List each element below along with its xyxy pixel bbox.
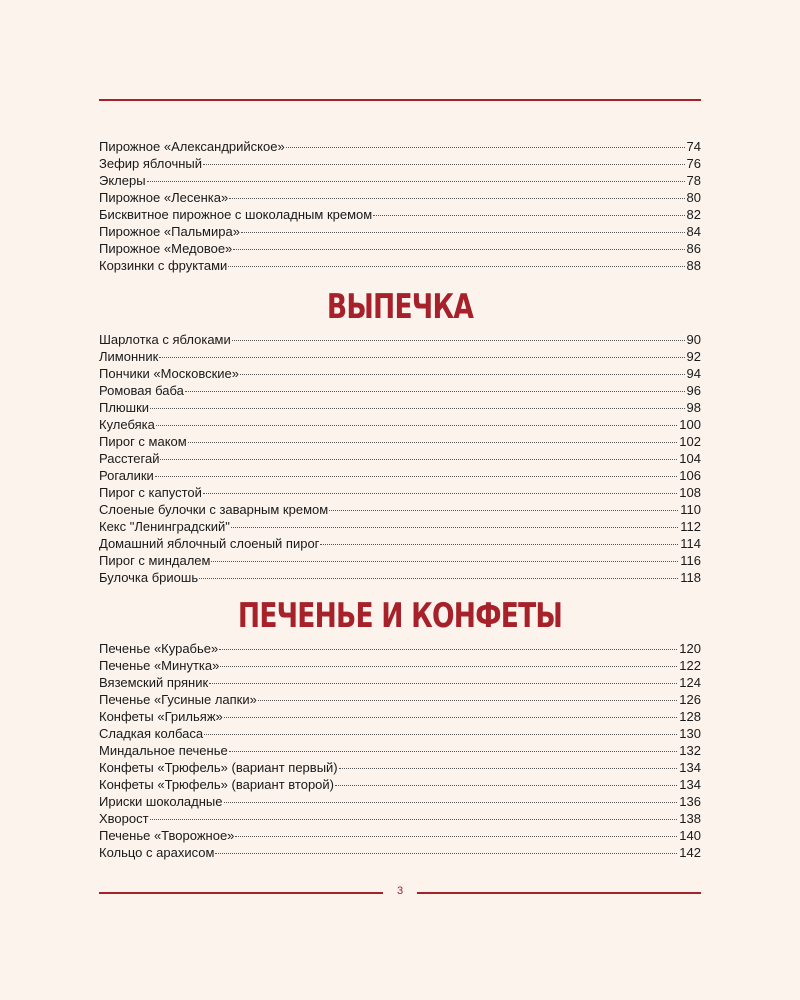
toc-entry-page: 134 bbox=[679, 777, 701, 792]
toc-entry-title: Хворост bbox=[99, 811, 149, 826]
toc-entry-page: 74 bbox=[686, 139, 701, 154]
toc-entry[interactable] bbox=[99, 433, 701, 450]
toc-entry-title: Плюшки bbox=[99, 400, 150, 415]
toc-list-cookies-candies bbox=[99, 640, 701, 861]
toc-entry-title: Печенье «Творожное» bbox=[99, 828, 235, 843]
section-heading-cookies-candies: ПЕЧЕНЬЕ И КОНФЕТЫ bbox=[237, 596, 563, 636]
toc-entry-title: Конфеты «Трюфель» (вариант второй) bbox=[99, 777, 334, 792]
toc-entry-page: 86 bbox=[686, 241, 701, 256]
dot-leader bbox=[233, 249, 684, 250]
toc-entry-page: 78 bbox=[686, 173, 701, 188]
toc-entry[interactable] bbox=[99, 535, 701, 552]
dot-leader bbox=[373, 215, 684, 216]
toc-entry-title: Ромовая баба bbox=[99, 383, 184, 398]
toc-entry-page: 98 bbox=[686, 400, 701, 415]
toc-entry-page: 114 bbox=[680, 536, 701, 551]
toc-entry-title: Бисквитное пирожное с шоколадным кремом bbox=[99, 207, 373, 222]
toc-entry-page: 142 bbox=[679, 845, 701, 860]
page-number: 3 bbox=[396, 885, 404, 897]
toc-entry-page: 120 bbox=[679, 641, 701, 656]
toc-entry[interactable] bbox=[99, 172, 701, 189]
toc-entry[interactable] bbox=[99, 552, 701, 569]
toc-entry-title: Домашний яблочный слоеный пирог bbox=[99, 536, 320, 551]
dot-leader bbox=[150, 819, 678, 820]
dot-leader bbox=[229, 751, 678, 752]
toc-entry-title: Вяземский пряник bbox=[99, 675, 209, 690]
toc-entry-page: 124 bbox=[679, 675, 701, 690]
section-heading-baking: ВЫПЕЧКА bbox=[326, 287, 474, 327]
dot-leader bbox=[215, 853, 677, 854]
toc-entry-page: 76 bbox=[686, 156, 701, 171]
toc-entry[interactable] bbox=[99, 674, 701, 691]
toc-entry-title: Кольцо с арахисом bbox=[99, 845, 215, 860]
dot-leader bbox=[224, 802, 678, 803]
toc-entry[interactable] bbox=[99, 725, 701, 742]
toc-entry[interactable] bbox=[99, 776, 701, 793]
toc-entry-title: Ириски шоколадные bbox=[99, 794, 223, 809]
dot-leader bbox=[219, 649, 677, 650]
toc-entry-title: Слоеные булочки с заварным кремом bbox=[99, 502, 329, 517]
dot-leader bbox=[329, 510, 678, 511]
toc-entry[interactable] bbox=[99, 399, 701, 416]
toc-entry[interactable] bbox=[99, 844, 701, 861]
toc-entry-title: Пирожное «Александрийское» bbox=[99, 139, 285, 154]
toc-entry-title: Печенье «Минутка» bbox=[99, 658, 220, 673]
dot-leader bbox=[220, 666, 677, 667]
dot-leader bbox=[156, 425, 677, 426]
dot-leader bbox=[159, 357, 684, 358]
toc-entry[interactable] bbox=[99, 518, 701, 535]
toc-entry-title: Пончики «Московские» bbox=[99, 366, 240, 381]
toc-entry-page: 106 bbox=[679, 468, 701, 483]
toc-entry[interactable] bbox=[99, 759, 701, 776]
toc-entry-page: 110 bbox=[680, 502, 701, 517]
toc-entry[interactable] bbox=[99, 640, 701, 657]
toc-entry-title: Печенье «Курабье» bbox=[99, 641, 219, 656]
toc-entry[interactable] bbox=[99, 742, 701, 759]
dot-leader bbox=[229, 198, 684, 199]
dot-leader bbox=[335, 785, 677, 786]
dot-leader bbox=[185, 391, 685, 392]
toc-entry[interactable] bbox=[99, 810, 701, 827]
dot-leader bbox=[211, 561, 678, 562]
toc-entry-title: Пирог с маком bbox=[99, 434, 187, 449]
toc-entry-page: 108 bbox=[679, 485, 701, 500]
toc-entry[interactable] bbox=[99, 793, 701, 810]
toc-entry[interactable] bbox=[99, 691, 701, 708]
toc-entry-page: 130 bbox=[679, 726, 701, 741]
toc-entry[interactable] bbox=[99, 450, 701, 467]
toc-entry-page: 84 bbox=[686, 224, 701, 239]
toc-entry[interactable] bbox=[99, 240, 701, 257]
dot-leader bbox=[209, 683, 677, 684]
toc-entry-title: Кулебяка bbox=[99, 417, 155, 432]
toc-entry-title: Эклеры bbox=[99, 173, 146, 188]
toc-entry-page: 136 bbox=[679, 794, 701, 809]
toc-entry[interactable] bbox=[99, 569, 701, 586]
dot-leader bbox=[203, 164, 685, 165]
toc-entry-page: 134 bbox=[679, 760, 701, 775]
toc-entry[interactable] bbox=[99, 348, 701, 365]
toc-entry-page: 80 bbox=[686, 190, 701, 205]
toc-entry-page: 116 bbox=[680, 553, 701, 568]
dot-leader bbox=[204, 734, 677, 735]
toc-entry-title: Расстегай bbox=[99, 451, 160, 466]
dot-leader bbox=[231, 527, 678, 528]
toc-entry-page: 82 bbox=[686, 207, 701, 222]
dot-leader bbox=[147, 181, 685, 182]
dot-leader bbox=[258, 700, 677, 701]
toc-entry[interactable] bbox=[99, 223, 701, 240]
toc-entry-title: Пирог с капустой bbox=[99, 485, 202, 500]
toc-entry-page: 140 bbox=[679, 828, 701, 843]
dot-leader bbox=[188, 442, 678, 443]
toc-list-baking bbox=[99, 331, 701, 586]
footer-divider-right bbox=[417, 892, 701, 894]
toc-entry-page: 94 bbox=[686, 366, 701, 381]
dot-leader bbox=[203, 493, 677, 494]
toc-entry-title: Пирожное «Лесенка» bbox=[99, 190, 229, 205]
toc-entry-page: 88 bbox=[686, 258, 701, 273]
toc-entry-title: Корзинки с фруктами bbox=[99, 258, 228, 273]
toc-entry-page: 118 bbox=[680, 570, 701, 585]
toc-entry[interactable] bbox=[99, 206, 701, 223]
toc-entry-page: 92 bbox=[686, 349, 701, 364]
toc-entry[interactable] bbox=[99, 331, 701, 348]
dot-leader bbox=[199, 578, 678, 579]
toc-entry[interactable] bbox=[99, 189, 701, 206]
toc-entry-page: 138 bbox=[679, 811, 701, 826]
toc-entry-title: Рогалики bbox=[99, 468, 154, 483]
toc-entry-title: Конфеты «Грильяж» bbox=[99, 709, 223, 724]
dot-leader bbox=[286, 147, 685, 148]
dot-leader bbox=[241, 232, 685, 233]
toc-entry[interactable] bbox=[99, 657, 701, 674]
top-divider bbox=[99, 99, 701, 101]
toc-entry[interactable] bbox=[99, 257, 701, 274]
toc-entry-page: 102 bbox=[679, 434, 701, 449]
dot-leader bbox=[339, 768, 678, 769]
dot-leader bbox=[320, 544, 678, 545]
toc-entry-page: 128 bbox=[679, 709, 701, 724]
toc-entry[interactable] bbox=[99, 827, 701, 844]
toc-entry[interactable] bbox=[99, 708, 701, 725]
toc-entry-title: Зефир яблочный bbox=[99, 156, 203, 171]
toc-entry[interactable] bbox=[99, 365, 701, 382]
toc-entry-page: 96 bbox=[686, 383, 701, 398]
toc-entry-page: 90 bbox=[686, 332, 701, 347]
toc-entry-page: 122 bbox=[679, 658, 701, 673]
toc-entry-title: Пирожное «Пальмира» bbox=[99, 224, 240, 239]
toc-entry-title: Пирожное «Медовое» bbox=[99, 241, 233, 256]
dot-leader bbox=[235, 836, 677, 837]
toc-entry-page: 112 bbox=[680, 519, 701, 534]
toc-entry-title: Сладкая колбаса bbox=[99, 726, 204, 741]
toc-entry-title: Печенье «Гусиные лапки» bbox=[99, 692, 257, 707]
toc-entry-title: Шарлотка с яблоками bbox=[99, 332, 231, 347]
dot-leader bbox=[155, 476, 677, 477]
toc-entry-page: 126 bbox=[679, 692, 701, 707]
toc-entry[interactable] bbox=[99, 467, 701, 484]
toc-entry-title: Булочка бриошь bbox=[99, 570, 199, 585]
toc-entry-title: Лимонник bbox=[99, 349, 159, 364]
dot-leader bbox=[240, 374, 685, 375]
toc-entry-title: Конфеты «Трюфель» (вариант первый) bbox=[99, 760, 338, 775]
toc-entry[interactable] bbox=[99, 155, 701, 172]
dot-leader bbox=[224, 717, 678, 718]
toc-list-pastries bbox=[99, 138, 701, 274]
dot-leader bbox=[160, 459, 677, 460]
toc-entry[interactable] bbox=[99, 138, 701, 155]
dot-leader bbox=[228, 266, 684, 267]
toc-entry[interactable] bbox=[99, 501, 701, 518]
dot-leader bbox=[150, 408, 684, 409]
toc-entry-page: 132 bbox=[679, 743, 701, 758]
toc-entry[interactable] bbox=[99, 416, 701, 433]
toc-entry-title: Миндальное печенье bbox=[99, 743, 228, 758]
toc-entry-page: 100 bbox=[679, 417, 701, 432]
toc-entry-title: Кекс "Ленинградский" bbox=[99, 519, 230, 534]
toc-entry[interactable] bbox=[99, 382, 701, 399]
toc-entry-title: Пирог с миндалем bbox=[99, 553, 211, 568]
footer-divider-left bbox=[99, 892, 383, 894]
toc-entry[interactable] bbox=[99, 484, 701, 501]
toc-entry-page: 104 bbox=[679, 451, 701, 466]
dot-leader bbox=[232, 340, 685, 341]
